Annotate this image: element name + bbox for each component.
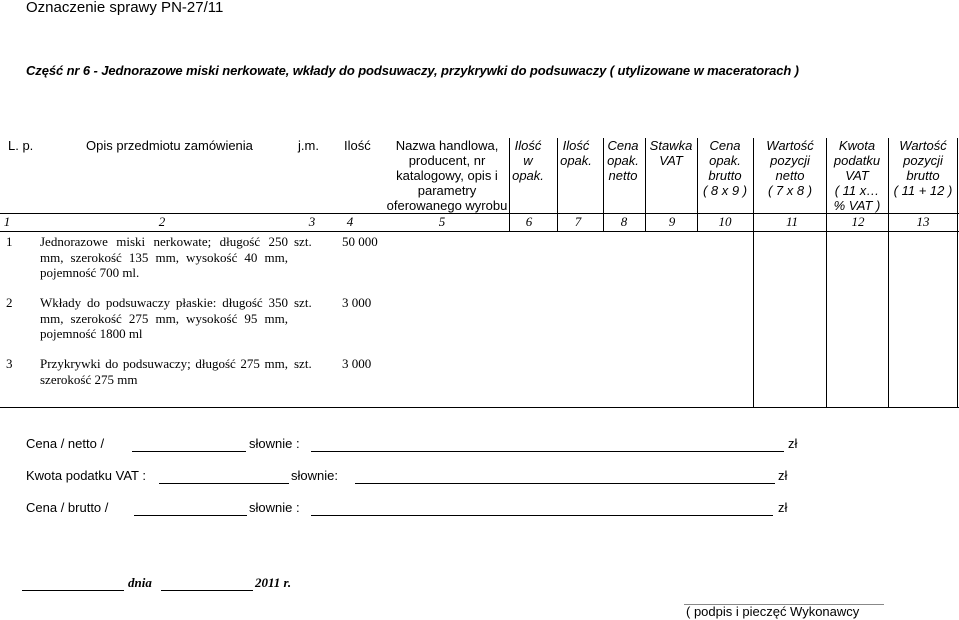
row-description: Wkłady do podsuwaczy płaskie: długość 350 mm, szerokość 275 mm, wysokość 95 mm, pojemność 1800 ml xyxy=(40,295,288,341)
vat-currency: zł xyxy=(778,468,788,483)
case-label: Oznaczenie sprawy PN-27/11 xyxy=(26,0,224,16)
header-value-gross-l3: brutto xyxy=(906,168,940,183)
header-desc: Opis przedmiotu zamówienia xyxy=(86,138,253,153)
header-trade-name-l2: producent, nr xyxy=(408,153,486,168)
header-price-gross-l1: Cena xyxy=(709,138,741,153)
row-description: Jednorazowe miski nerkowate; długość 250 mm, szerokość 135 mm, wysokość 40 mm, pojemność 700 ml. xyxy=(40,234,288,280)
column-number: 2 xyxy=(158,214,166,229)
header-value-gross-l2: pozycji xyxy=(903,153,943,168)
header-qty-in-pack-l1: Ilość xyxy=(514,138,542,153)
row-unit: szt. xyxy=(294,234,312,249)
column-divider xyxy=(603,138,604,232)
header-vat-amount-l2: podatku xyxy=(833,153,881,168)
date-field[interactable] xyxy=(161,590,253,591)
header-qty-in-pack xyxy=(508,138,548,183)
date-label: dnia xyxy=(128,575,152,590)
header-value-gross xyxy=(889,138,957,198)
header-qty-packs xyxy=(556,138,596,168)
signature-caption: ( podpis i pieczęć Wykonawcy xyxy=(686,604,860,619)
header-vat-rate-l1: Stawka xyxy=(649,138,693,153)
column-number: 6 xyxy=(525,214,533,229)
column-number: 7 xyxy=(574,214,582,229)
column-number: 1 xyxy=(3,214,11,229)
header-vat-rate-l2: VAT xyxy=(659,153,683,168)
column-number: 12 xyxy=(851,214,865,229)
header-vat-amount xyxy=(826,138,888,213)
row-unit: szt. xyxy=(294,295,312,310)
vat-words-field[interactable] xyxy=(355,483,775,484)
header-price-gross-l4: ( 8 x 9 ) xyxy=(702,183,748,198)
row-lp: 1 xyxy=(6,234,13,249)
header-price-net-l2: opak. xyxy=(607,153,639,168)
column-divider xyxy=(557,138,558,232)
column-divider xyxy=(957,138,958,408)
header-jm: j.m. xyxy=(298,138,319,153)
header-trade-name-l4: parametry xyxy=(417,183,477,198)
column-divider xyxy=(645,138,646,232)
row-quantity: 3 000 xyxy=(342,295,372,310)
vat-amount-label: Kwota podatku VAT : xyxy=(26,468,146,483)
table-bottom-border xyxy=(0,407,959,408)
header-price-net xyxy=(603,138,643,183)
net-words-field[interactable] xyxy=(311,451,784,452)
column-number: 8 xyxy=(620,214,628,229)
header-trade-name-l1: Nazwa handlowa, xyxy=(395,138,499,153)
net-price-label: Cena / netto / xyxy=(26,436,105,451)
row-quantity: 3 000 xyxy=(342,356,372,371)
header-trade-name-l3: katalogowy, opis i xyxy=(396,168,498,183)
header-price-net-l1: Cena xyxy=(607,138,639,153)
header-qty: Ilość xyxy=(344,138,371,153)
table-header-divider xyxy=(0,231,959,232)
header-lp: L. p. xyxy=(8,138,34,153)
place-field[interactable] xyxy=(22,590,124,591)
header-vat-rate xyxy=(646,138,696,168)
column-number: 10 xyxy=(718,214,732,229)
vat-words-label: słownie: xyxy=(291,468,338,483)
gross-words-label: słownie : xyxy=(249,500,300,515)
row-unit: szt. xyxy=(294,356,312,371)
column-divider xyxy=(888,138,889,408)
row-lp: 2 xyxy=(6,295,13,310)
row-lp: 3 xyxy=(6,356,13,371)
net-price-field[interactable] xyxy=(132,451,246,452)
table-top-border xyxy=(0,213,959,214)
net-currency: zł xyxy=(788,436,798,451)
header-trade-name-l5: oferowanego wyrobu xyxy=(386,198,508,213)
column-number: 11 xyxy=(785,214,799,229)
column-number: 9 xyxy=(668,214,676,229)
header-price-gross xyxy=(697,138,753,198)
header-price-gross-l3: brutto xyxy=(708,168,742,183)
header-vat-amount-l5: % VAT ) xyxy=(833,198,881,213)
net-words-label: słownie : xyxy=(249,436,300,451)
gross-price-label: Cena / brutto / xyxy=(26,500,109,515)
header-value-net-l1: Wartość xyxy=(766,138,814,153)
header-value-gross-l4: ( 11 + 12 ) xyxy=(893,183,953,198)
header-trade-name xyxy=(384,138,510,213)
vat-amount-field[interactable] xyxy=(159,483,289,484)
row-description: Przykrywki do podsuwaczy; długość 275 mm, szerokość 275 mm xyxy=(40,356,288,387)
column-divider xyxy=(697,138,698,232)
header-qty-packs-l2: opak. xyxy=(560,153,592,168)
gross-words-field[interactable] xyxy=(311,515,773,516)
year-label: 2011 r. xyxy=(255,575,292,590)
column-number: 5 xyxy=(438,214,446,229)
column-divider xyxy=(826,138,827,408)
header-vat-amount-l1: Kwota xyxy=(838,138,876,153)
header-qty-in-pack-l2: w xyxy=(523,153,533,168)
header-qty-in-pack-l3: opak. xyxy=(512,168,544,183)
header-price-gross-l2: opak. xyxy=(709,153,741,168)
column-divider xyxy=(509,138,510,232)
header-value-net-l2: pozycji netto xyxy=(770,153,810,183)
column-divider xyxy=(753,138,754,408)
row-quantity: 50 000 xyxy=(342,234,378,249)
header-vat-amount-l4: ( 11 x… xyxy=(834,183,880,198)
gross-price-field[interactable] xyxy=(134,515,247,516)
header-vat-amount-l3: VAT xyxy=(845,168,869,183)
header-value-net-l3: ( 7 x 8 ) xyxy=(767,183,813,198)
header-value-net xyxy=(754,138,826,198)
column-number: 3 xyxy=(308,214,316,229)
part-title: Część nr 6 - Jednorazowe miski nerkowate, wkłady do podsuwaczy, przykrywki do podsuwaczy ( utylizowane w maceratorach ) xyxy=(26,63,799,78)
header-price-net-l3: netto xyxy=(608,168,638,183)
gross-currency: zł xyxy=(778,500,788,515)
header-value-gross-l1: Wartość xyxy=(899,138,947,153)
column-number: 13 xyxy=(916,214,930,229)
column-number: 4 xyxy=(346,214,354,229)
header-qty-packs-l1: Ilość xyxy=(562,138,590,153)
